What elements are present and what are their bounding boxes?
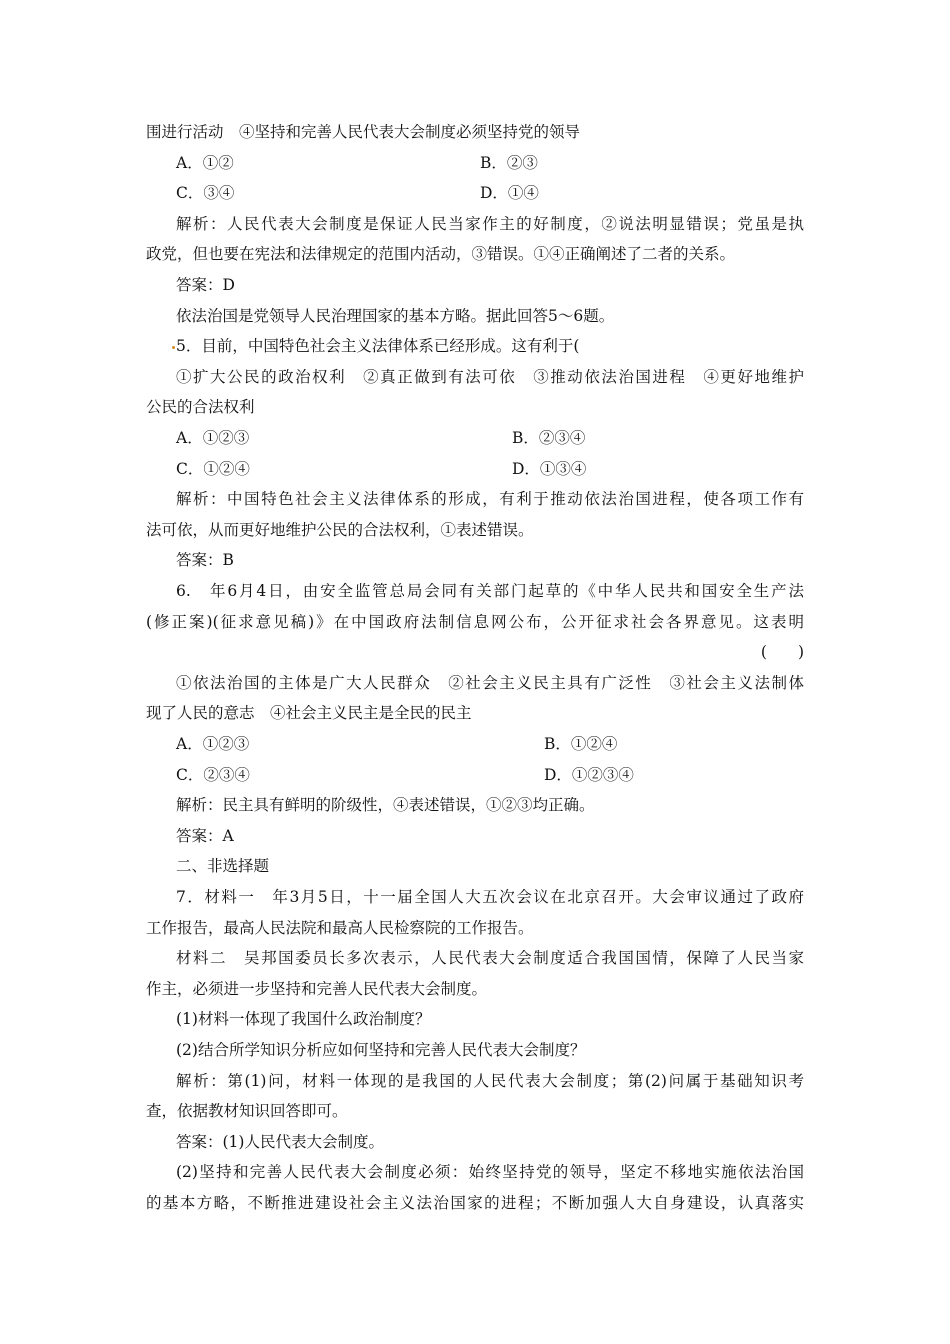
text-line-l14: 法可依，从而更好地维护公民的合法权利，①表述错误。 <box>146 520 534 539</box>
text-line-l17: (修正案)(征求意见稿)》在中国政府法制信息网公布，公开征求社会各界意见。这表明 <box>146 612 804 631</box>
option-left: A．①②③ <box>176 429 250 447</box>
text-line-l32: 解析：第(1)问，材料一体现的是我国的人民代表大会制度；第(2)问属于基础知识考 <box>176 1071 804 1090</box>
text-line-l06: 答案：D <box>176 276 235 294</box>
text-line-l16: 6. 年6月4日，由安全监管总局会同有关部门起草的《中华人民共和国安全生产法 <box>176 582 804 600</box>
option-right: B．①②④ <box>544 735 618 753</box>
text-line-l29: 作主，必须进一步坚持和完善人民代表大会制度。 <box>146 979 488 998</box>
option-right: B．②③ <box>480 153 538 172</box>
text-line-l33: 查，依据教材知识回答即可。 <box>146 1102 348 1121</box>
text-line-l22 <box>176 765 804 785</box>
text-line-l10: 公民的合法权利 <box>146 398 255 417</box>
text-line-l09: ①扩大公民的政治权利 ②真正做到有法可依 ③推动依法治国进程 ④更好地维护 <box>176 367 804 386</box>
text-line-l31: (2)结合所学知识分析应如何坚持和完善人民代表大会制度？ <box>176 1041 586 1059</box>
option-left: A．①②③ <box>176 735 250 753</box>
option-right: D．①④ <box>480 184 539 203</box>
text-line-l25: 二、非选择题 <box>176 857 270 876</box>
option-left: C．①②④ <box>176 459 250 478</box>
option-left: C．②③④ <box>176 765 250 784</box>
text-line-l36: 的基本方略，不断推进建设社会主义法治国家的进程；不断加强人大自身建设，认真落实 <box>146 1194 804 1212</box>
text-line-l21 <box>176 734 804 754</box>
option-right: D．①③④ <box>512 459 587 478</box>
option-left: A．①② <box>176 153 234 172</box>
text-line-l20: 现了人民的意志 ④社会主义民主是全民的民主 <box>146 704 472 723</box>
text-line-l35: (2)坚持和完善人民代表大会制度必须：始终坚持党的领导，坚定不移地实施依法治国 <box>176 1163 804 1182</box>
text-line-l07: 依法治国是党领导人民治理国家的基本方略。据此回答5～6题。 <box>176 306 615 325</box>
text-line-l28: 材料二 吴邦国委员长多次表示，人民代表大会制度适合我国国情，保障了人民当家 <box>176 949 804 968</box>
text-line-l02 <box>176 153 804 173</box>
text-line-l11 <box>176 428 804 448</box>
text-line-l12 <box>176 459 804 479</box>
text-line-l05: 政党，但也要在宪法和法律规定的范围内活动，③错误。①④正确阐述了二者的关系。 <box>146 245 736 264</box>
text-line-l15: 答案：B <box>176 551 234 570</box>
text-line-l13: 解析：中国特色社会主义法律体系的形成，有利于推动依法治国进程，使各项工作有 <box>176 490 804 509</box>
text-line-l18: ( ) <box>760 643 804 662</box>
text-line-l23: 解析：民主具有鲜明的阶级性，④表述错误，①②③均正确。 <box>176 796 595 815</box>
text-line-l34: 答案：(1)人民代表大会制度。 <box>176 1132 384 1151</box>
text-line-l03 <box>176 183 804 203</box>
text-line-l30: (1)材料一体现了我国什么政治制度？ <box>176 1010 431 1029</box>
option-right: B．②③④ <box>512 429 586 447</box>
text-line-l24: 答案：A <box>176 826 234 845</box>
text-line-l04: 解析：人民代表大会制度是保证人民当家作主的好制度，②说法明显错误；党虽是执 <box>176 214 804 233</box>
text-line-l27: 工作报告，最高人民法院和最高人民检察院的工作报告。 <box>146 918 534 937</box>
text-line-l01: 围进行活动 ④坚持和完善人民代表大会制度必须坚持党的领导 <box>146 123 581 141</box>
margin-mark <box>172 346 175 349</box>
text-line-l08: 5．目前，中国特色社会主义法律体系已经形成。这有利于( <box>176 337 580 356</box>
text-line-l19: ①依法治国的主体是广大人民群众 ②社会主义民主具有广泛性 ③社会主义法制体 <box>176 673 804 692</box>
option-left: C．③④ <box>176 184 235 203</box>
text-line-l26: 7．材料一 年3月5日，十一届全国人大五次会议在北京召开。大会审议通过了政府 <box>176 888 804 906</box>
option-right: D．①②③④ <box>544 765 634 784</box>
